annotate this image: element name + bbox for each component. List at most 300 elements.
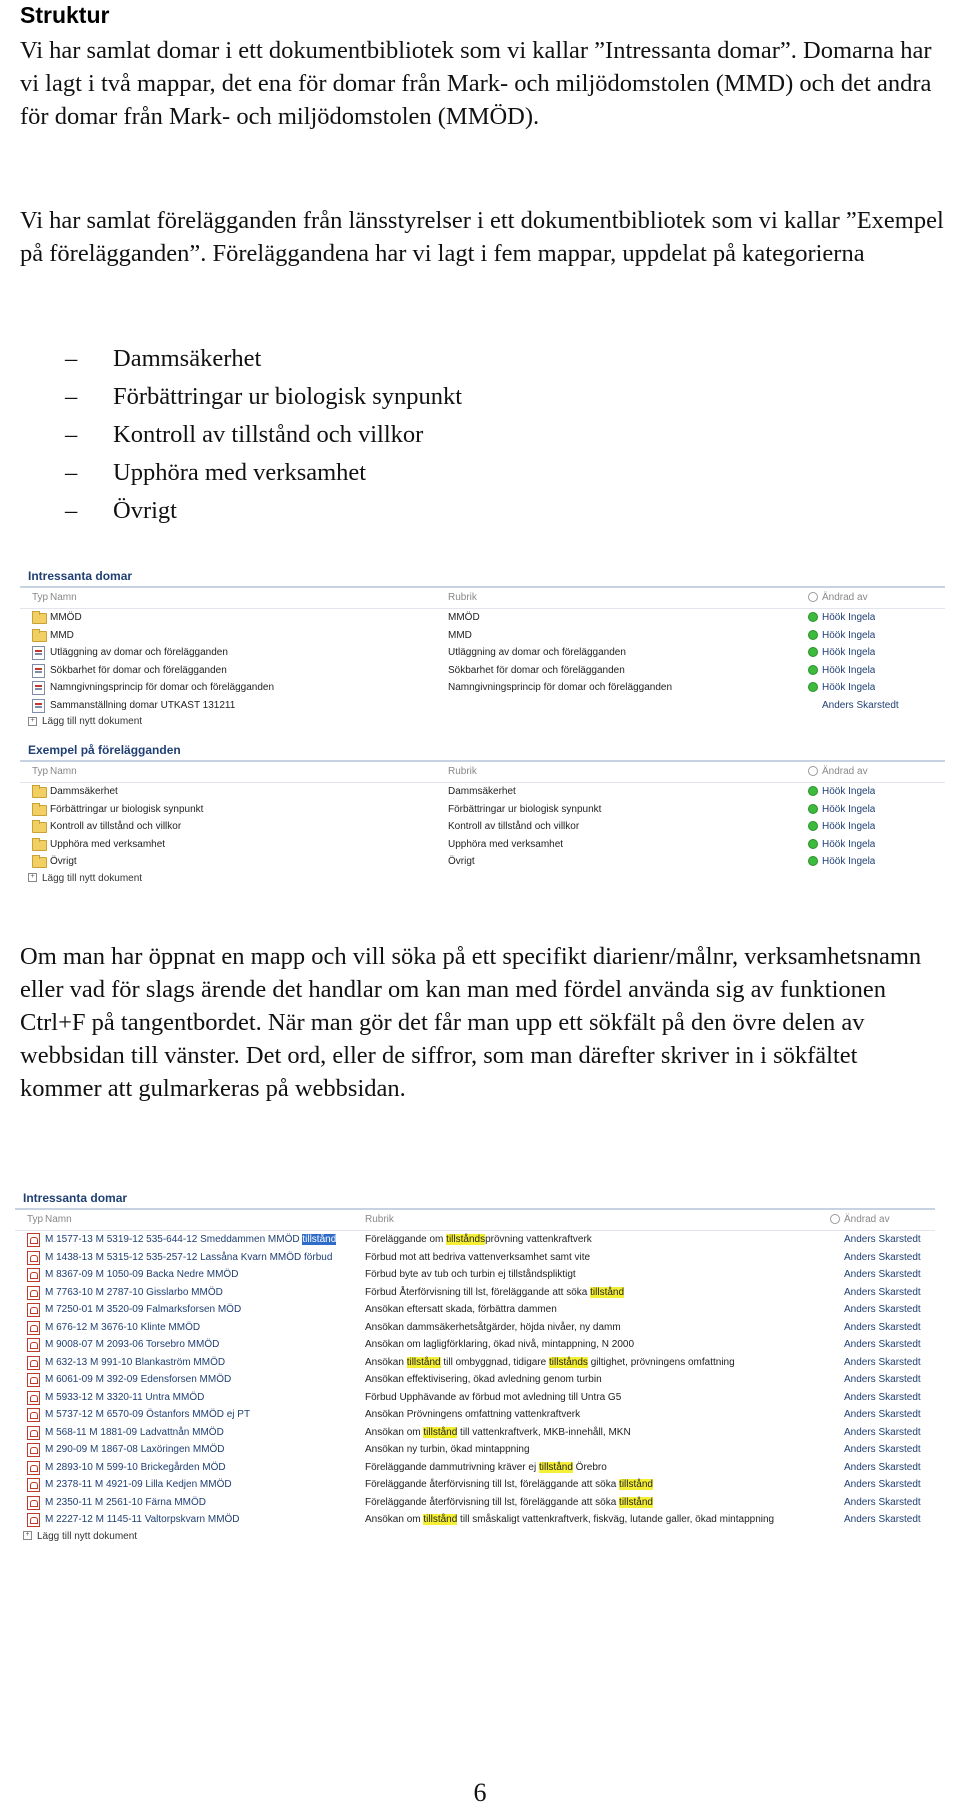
folder-icon bbox=[32, 822, 47, 833]
add-document-label: Lägg till nytt dokument bbox=[42, 872, 143, 884]
col-changed-header[interactable] bbox=[808, 588, 868, 608]
rubrik-text: till ombyggnad, tidigare bbox=[440, 1356, 550, 1368]
row-changed-by[interactable] bbox=[830, 1266, 921, 1284]
list-item-text: Övrigt bbox=[113, 497, 177, 524]
list-dash: – bbox=[65, 497, 78, 524]
changed-by-name[interactable]: Anders Skarstedt bbox=[844, 1234, 921, 1245]
changed-by-name[interactable]: Anders Skarstedt bbox=[844, 1391, 921, 1403]
row-type-cell bbox=[20, 853, 50, 871]
row-changed-by[interactable] bbox=[830, 1354, 921, 1372]
row-name-link[interactable] bbox=[45, 1231, 365, 1249]
table-row[interactable] bbox=[20, 644, 945, 662]
name-text: M 1438-13 M 5315-12 535-257-12 Lassåna Kvarn MMÖD förbud bbox=[45, 1251, 333, 1263]
expand-icon: + bbox=[28, 873, 37, 882]
row-type-cell bbox=[20, 662, 50, 680]
search-highlight: tillstånd bbox=[590, 1286, 625, 1298]
col-changed-header[interactable] bbox=[830, 1210, 890, 1230]
changed-by-name[interactable]: Höök Ingela bbox=[822, 647, 876, 658]
word-document-icon bbox=[32, 681, 45, 695]
rubrik-text: Förbud mot att bedriva vattenverksamhet samt vite bbox=[365, 1251, 591, 1263]
row-type-cell bbox=[15, 1476, 45, 1494]
table-row[interactable] bbox=[15, 1284, 935, 1302]
table-row[interactable] bbox=[20, 697, 945, 715]
row-name-link[interactable] bbox=[45, 1336, 365, 1354]
search-highlight: tillstånd bbox=[406, 1356, 441, 1368]
rubrik-text: Ansökan eftersatt skada, förbättra dammen bbox=[365, 1304, 557, 1315]
changed-by-name[interactable]: Höök Ingela bbox=[822, 856, 876, 867]
row-type-cell bbox=[15, 1319, 45, 1337]
rubrik-text: Ansökan ny turbin, ökad mintappning bbox=[365, 1444, 530, 1455]
row-changed-by[interactable] bbox=[830, 1231, 921, 1249]
expand-icon: + bbox=[23, 1531, 32, 1540]
row-name-link[interactable]: Utläggning av domar och förelägganden bbox=[50, 647, 228, 658]
word-document-icon bbox=[32, 646, 45, 660]
list-dash: – bbox=[65, 383, 78, 410]
pdf-icon bbox=[27, 1408, 40, 1422]
list-dash: – bbox=[65, 345, 78, 372]
row-name-link[interactable]: Kontroll av tillstånd och villkor bbox=[50, 821, 182, 832]
row-name-link[interactable] bbox=[45, 1284, 365, 1302]
folder-icon bbox=[32, 631, 47, 642]
table-row[interactable] bbox=[15, 1459, 935, 1477]
name-text: M 2893-10 M 599-10 Brickegården MÖD bbox=[45, 1461, 226, 1473]
row-type-cell bbox=[15, 1494, 45, 1512]
row-changed-by[interactable] bbox=[808, 836, 875, 854]
row-type-cell bbox=[15, 1336, 45, 1354]
word-document-icon bbox=[32, 699, 45, 713]
search-selection: tillstånd bbox=[302, 1234, 337, 1245]
changed-by-name[interactable]: Anders Skarstedt bbox=[844, 1356, 921, 1368]
rubrik-text: Ansökan Prövningens omfattning vattenkraftverk bbox=[365, 1409, 581, 1420]
name-text: M 676-12 M 3676-10 Klinte MMÖD bbox=[45, 1321, 201, 1333]
row-changed-by[interactable] bbox=[830, 1406, 921, 1424]
row-rubrik bbox=[365, 1406, 830, 1424]
row-rubrik bbox=[365, 1319, 830, 1337]
row-name-link[interactable]: Sökbarhet för domar och förelägganden bbox=[50, 664, 227, 676]
row-type-cell bbox=[15, 1249, 45, 1267]
row-name-link[interactable] bbox=[45, 1459, 365, 1477]
table-row[interactable] bbox=[15, 1494, 935, 1512]
changed-by-name[interactable]: Anders Skarstedt bbox=[844, 1304, 921, 1315]
row-rubrik bbox=[365, 1476, 830, 1494]
col-name-header[interactable]: Namn bbox=[45, 1214, 72, 1225]
row-rubrik: Namngivningsprincip för domar och förelägganden bbox=[448, 682, 673, 693]
pdf-icon bbox=[27, 1233, 40, 1247]
row-rubrik bbox=[365, 1266, 830, 1284]
table-row[interactable] bbox=[15, 1371, 935, 1389]
add-document-link[interactable] bbox=[20, 714, 945, 730]
folder-icon bbox=[32, 613, 47, 624]
row-rubrik bbox=[365, 1441, 830, 1459]
pdf-icon bbox=[27, 1496, 40, 1510]
table-row[interactable] bbox=[15, 1354, 935, 1372]
row-rubrik bbox=[365, 1336, 830, 1354]
name-text: M 7250-01 M 3520-09 Falmarksforsen MÖD bbox=[45, 1304, 242, 1315]
rubrik-text: Ansökan om lagligförklaring, ökad nivå, mintappning, N 2000 bbox=[365, 1339, 635, 1350]
table-row[interactable] bbox=[15, 1441, 935, 1459]
changed-by-name[interactable]: Höök Ingela bbox=[822, 803, 876, 815]
rubrik-text: Förbud Återförvisning till lst, föreläggande att söka bbox=[365, 1286, 591, 1298]
changed-by-name[interactable]: Höök Ingela bbox=[822, 682, 876, 693]
row-changed-by[interactable] bbox=[830, 1301, 921, 1319]
row-changed-by[interactable] bbox=[830, 1371, 921, 1389]
pdf-icon bbox=[27, 1338, 40, 1352]
row-name-link[interactable]: Förbättringar ur biologisk synpunkt bbox=[50, 803, 204, 815]
row-type-cell bbox=[15, 1389, 45, 1407]
add-document-label: Lägg till nytt dokument bbox=[42, 716, 143, 727]
page-number: 6 bbox=[473, 1778, 487, 1807]
row-changed-by[interactable] bbox=[830, 1336, 921, 1354]
changed-by-name[interactable]: Höök Ingela bbox=[822, 664, 876, 676]
col-name-header[interactable]: Namn bbox=[50, 592, 77, 603]
row-rubrik bbox=[365, 1354, 830, 1372]
changed-by-name[interactable]: Anders Skarstedt bbox=[844, 1496, 921, 1508]
rubrik-text: Ansökan bbox=[365, 1356, 407, 1368]
row-changed-by[interactable] bbox=[830, 1494, 921, 1512]
rubrik-text: Föreläggande återförvisning till lst, föreläggande att söka bbox=[365, 1479, 620, 1490]
changed-by-name[interactable]: Anders Skarstedt bbox=[844, 1251, 921, 1263]
changed-by-name[interactable]: Höök Ingela bbox=[822, 786, 876, 797]
search-highlight: tillstånd bbox=[538, 1461, 573, 1473]
row-rubrik bbox=[448, 697, 808, 715]
table-row[interactable] bbox=[15, 1336, 935, 1354]
row-name-link[interactable]: MMÖD bbox=[50, 612, 82, 623]
pdf-icon bbox=[27, 1303, 40, 1317]
presence-header-icon bbox=[808, 592, 818, 602]
table-row[interactable] bbox=[20, 783, 945, 801]
row-type-cell bbox=[15, 1354, 45, 1372]
library-screenshot-1 bbox=[20, 566, 945, 886]
pdf-icon bbox=[27, 1513, 40, 1527]
row-name-link[interactable]: Övrigt bbox=[50, 856, 77, 867]
name-text: M 2378-11 M 4921-09 Lilla Kedjen MMÖD bbox=[45, 1479, 232, 1490]
row-rubrik bbox=[365, 1301, 830, 1319]
table-row[interactable] bbox=[15, 1511, 935, 1529]
row-name-link[interactable]: Dammsäkerhet bbox=[50, 786, 118, 797]
section-heading: Struktur bbox=[20, 2, 110, 28]
search-highlight: tillstånd bbox=[423, 1514, 458, 1525]
changed-by-name[interactable]: Anders Skarstedt bbox=[844, 1339, 921, 1350]
row-name-link[interactable] bbox=[45, 1511, 365, 1529]
col-type-header[interactable]: Typ bbox=[32, 766, 49, 777]
presence-header-icon bbox=[830, 1214, 840, 1224]
presence-status-icon bbox=[808, 856, 818, 866]
row-changed-by[interactable] bbox=[830, 1441, 921, 1459]
row-rubrik: Kontroll av tillstånd och villkor bbox=[448, 821, 580, 832]
row-name-link[interactable] bbox=[45, 1319, 365, 1337]
name-text: M 9008-07 M 2093-06 Torsebro MMÖD bbox=[45, 1339, 220, 1350]
changed-by-name[interactable]: Anders Skarstedt bbox=[844, 1321, 921, 1333]
changed-by-name[interactable]: Höök Ingela bbox=[822, 629, 876, 641]
table-row[interactable] bbox=[20, 836, 945, 854]
row-rubrik: MMD bbox=[448, 629, 472, 641]
row-changed-by[interactable] bbox=[808, 644, 875, 662]
presence-status-icon bbox=[808, 647, 818, 657]
pdf-icon bbox=[27, 1286, 40, 1300]
row-type-cell bbox=[15, 1231, 45, 1249]
presence-header-icon bbox=[808, 766, 818, 776]
row-name-link[interactable]: Sammanställning domar UTKAST 131211 bbox=[50, 699, 236, 711]
row-name-link[interactable] bbox=[45, 1389, 365, 1407]
table-row[interactable] bbox=[20, 818, 945, 836]
row-changed-by[interactable] bbox=[808, 627, 875, 645]
row-changed-by[interactable] bbox=[808, 609, 875, 627]
table-row[interactable] bbox=[15, 1424, 935, 1442]
folder-icon bbox=[32, 805, 47, 816]
col-type-header[interactable]: Typ bbox=[27, 1214, 44, 1225]
row-type-cell bbox=[20, 818, 50, 836]
row-changed-by[interactable] bbox=[830, 1424, 921, 1442]
table-row[interactable] bbox=[20, 853, 945, 871]
name-text: M 568-11 M 1881-09 Ladvattnån MMÖD bbox=[45, 1426, 224, 1438]
library-rows bbox=[20, 609, 945, 714]
row-name-link[interactable] bbox=[45, 1406, 365, 1424]
col-rubrik-header[interactable]: Rubrik bbox=[365, 1214, 394, 1225]
row-rubrik bbox=[365, 1494, 830, 1512]
add-document-label: Lägg till nytt dokument bbox=[37, 1530, 138, 1542]
row-changed-by[interactable] bbox=[808, 818, 875, 836]
rubrik-text: giltighet, prövningens omfattning bbox=[587, 1356, 735, 1368]
row-name-link[interactable]: MMD bbox=[50, 629, 74, 641]
row-type-cell bbox=[20, 697, 50, 715]
row-rubrik: Dammsäkerhet bbox=[448, 786, 516, 797]
row-name-link[interactable] bbox=[45, 1301, 365, 1319]
row-name-link[interactable] bbox=[45, 1424, 365, 1442]
row-type-cell bbox=[20, 609, 50, 627]
row-type-cell bbox=[20, 783, 50, 801]
search-highlight: tillstånd bbox=[619, 1496, 653, 1508]
row-rubrik: Upphöra med verksamhet bbox=[448, 838, 564, 850]
table-row[interactable] bbox=[15, 1266, 935, 1284]
table-row[interactable] bbox=[15, 1476, 935, 1494]
search-highlight: tillstånds bbox=[549, 1356, 588, 1368]
list-item-text: Upphöra med verksamhet bbox=[113, 459, 367, 486]
pdf-icon bbox=[27, 1268, 40, 1282]
row-rubrik: Övrigt bbox=[448, 856, 475, 867]
table-row[interactable] bbox=[20, 609, 945, 627]
list-dash: – bbox=[65, 421, 78, 448]
row-changed-by[interactable] bbox=[808, 783, 875, 801]
changed-by-name[interactable]: Anders Skarstedt bbox=[844, 1286, 921, 1298]
name-text: M 1577-13 M 5319-12 535-644-12 Smeddammen MMÖD bbox=[45, 1234, 303, 1245]
list-item-text: Dammsäkerhet bbox=[113, 345, 262, 372]
row-changed-by[interactable] bbox=[830, 1319, 921, 1337]
changed-by-name[interactable]: Höök Ingela bbox=[822, 612, 876, 623]
list-item-text: Förbättringar ur biologisk synpunkt bbox=[113, 383, 463, 410]
col-name-header[interactable]: Namn bbox=[50, 766, 77, 777]
row-name-link[interactable] bbox=[45, 1441, 365, 1459]
row-changed-by[interactable] bbox=[830, 1249, 921, 1267]
row-changed-by[interactable] bbox=[830, 1284, 921, 1302]
row-rubrik bbox=[365, 1511, 830, 1529]
table-row[interactable] bbox=[15, 1389, 935, 1407]
library-rows bbox=[15, 1231, 935, 1529]
library-exempel-forelagganden bbox=[20, 740, 945, 887]
row-type-cell bbox=[15, 1424, 45, 1442]
col-changed-label: Ändrad av bbox=[844, 1214, 890, 1225]
row-name-link[interactable] bbox=[45, 1354, 365, 1372]
row-type-cell bbox=[15, 1301, 45, 1319]
col-changed-label: Ändrad av bbox=[822, 766, 868, 777]
row-name-link[interactable] bbox=[45, 1494, 365, 1512]
row-changed-by[interactable] bbox=[808, 697, 899, 715]
row-changed-by[interactable] bbox=[808, 853, 875, 871]
name-text: M 2350-11 M 2561-10 Färna MMÖD bbox=[45, 1496, 206, 1508]
row-changed-by[interactable] bbox=[830, 1389, 921, 1407]
intro-paragraph: Vi har samlat domar i ett dokumentbibliotek som vi kallar ”Intressanta domar”. Domarna har vi lagt i två mappar, det ena för domar från Mark- och miljödomstolen (MMD) och det andra för domar från Mark- och miljödomstolen (MMÖD). bbox=[20, 37, 932, 130]
rubrik-text: Ansökan om bbox=[365, 1514, 424, 1525]
pdf-icon bbox=[27, 1373, 40, 1387]
name-text: M 632-13 M 991-10 Blankaström MMÖD bbox=[45, 1356, 226, 1368]
table-row[interactable] bbox=[20, 801, 945, 819]
row-type-cell bbox=[15, 1266, 45, 1284]
presence-status-icon bbox=[808, 839, 818, 849]
search-highlight: tillstånd bbox=[423, 1426, 458, 1438]
second-paragraph: Vi har samlat förelägganden från länsstyrelser i ett dokumentbibliotek som vi kallar ”Exempel på förelägganden”. Föreläggandena har vi lagt i fem mappar, uppdelat på kategorierna bbox=[20, 207, 944, 267]
library-rows bbox=[20, 783, 945, 871]
row-name-link[interactable] bbox=[45, 1371, 365, 1389]
row-changed-by[interactable] bbox=[830, 1476, 921, 1494]
folder-icon bbox=[32, 787, 47, 798]
rubrik-text: Ansökan effektivisering, ökad avledning genom turbin bbox=[365, 1374, 602, 1385]
table-row[interactable] bbox=[15, 1319, 935, 1337]
row-changed-by[interactable] bbox=[808, 662, 875, 680]
row-rubrik bbox=[365, 1371, 830, 1389]
pdf-icon bbox=[27, 1443, 40, 1457]
pdf-icon bbox=[27, 1426, 40, 1440]
search-highlight: tillstånds bbox=[446, 1234, 486, 1245]
table-row[interactable] bbox=[15, 1249, 935, 1267]
col-changed-label: Ändrad av bbox=[822, 592, 868, 603]
row-type-cell bbox=[20, 836, 50, 854]
changed-by-name[interactable]: Anders Skarstedt bbox=[844, 1514, 921, 1525]
col-rubrik-header[interactable]: Rubrik bbox=[448, 592, 477, 603]
changed-by-name[interactable]: Anders Skarstedt bbox=[844, 1479, 921, 1490]
word-document-icon bbox=[32, 664, 45, 678]
table-row[interactable] bbox=[15, 1231, 935, 1249]
name-text: M 5933-12 M 3320-11 Untra MMÖD bbox=[45, 1391, 205, 1403]
col-type-header[interactable]: Typ bbox=[32, 592, 49, 603]
row-name-link[interactable]: Upphöra med verksamhet bbox=[50, 838, 166, 850]
row-rubrik: MMÖD bbox=[448, 612, 480, 623]
rubrik-text: Förbud Upphävande av förbud mot avledning till Untra G5 bbox=[365, 1391, 622, 1403]
changed-by-name[interactable]: Höök Ingela bbox=[822, 821, 876, 832]
changed-by-name[interactable]: Anders Skarstedt bbox=[822, 699, 899, 711]
changed-by-name[interactable]: Anders Skarstedt bbox=[844, 1426, 921, 1438]
row-name-link[interactable] bbox=[45, 1266, 365, 1284]
pdf-icon bbox=[27, 1461, 40, 1475]
table-row[interactable] bbox=[15, 1301, 935, 1319]
rubrik-text: prövning vattenkraftverk bbox=[485, 1234, 592, 1245]
changed-by-name[interactable]: Anders Skarstedt bbox=[844, 1269, 921, 1280]
row-rubrik: Förbättringar ur biologisk synpunkt bbox=[448, 803, 602, 815]
row-type-cell bbox=[15, 1511, 45, 1529]
row-rubrik bbox=[365, 1459, 830, 1477]
add-document-link[interactable] bbox=[20, 871, 945, 887]
presence-status-icon bbox=[808, 665, 818, 675]
table-row[interactable] bbox=[15, 1406, 935, 1424]
changed-by-name[interactable]: Anders Skarstedt bbox=[844, 1444, 921, 1455]
search-highlight: tillstånd bbox=[619, 1479, 653, 1490]
library-title[interactable]: Intressanta domar bbox=[15, 1188, 935, 1210]
folder-icon bbox=[32, 857, 47, 868]
row-rubrik bbox=[365, 1249, 830, 1267]
column-header-row bbox=[20, 588, 945, 609]
rubrik-text: till småskaligt vattenkraftverk, fiskväg, lutande galler, ökad mintappning bbox=[457, 1514, 775, 1525]
row-rubrik bbox=[365, 1389, 830, 1407]
row-changed-by[interactable] bbox=[808, 679, 875, 697]
row-type-cell bbox=[15, 1441, 45, 1459]
name-text: M 5737-12 M 6570-09 Östanfors MMÖD ej PT bbox=[45, 1409, 251, 1420]
row-type-cell bbox=[15, 1459, 45, 1477]
add-document-link[interactable] bbox=[15, 1529, 935, 1545]
rubrik-text: Föreläggande återförvisning till lst, föreläggande att söka bbox=[365, 1496, 620, 1508]
presence-status-icon bbox=[808, 630, 818, 640]
rubrik-text: Ansökan om bbox=[365, 1426, 424, 1438]
name-text: M 7763-10 M 2787-10 Gisslarbo MMÖD bbox=[45, 1286, 223, 1298]
name-text: M 290-09 M 1867-08 Laxöringen MMÖD bbox=[45, 1444, 225, 1455]
name-text: M 6061-09 M 392-09 Edensforsen MMÖD bbox=[45, 1374, 232, 1385]
changed-by-name[interactable]: Anders Skarstedt bbox=[844, 1461, 921, 1473]
row-rubrik: Sökbarhet för domar och förelägganden bbox=[448, 664, 625, 676]
row-type-cell bbox=[20, 679, 50, 697]
column-header-row bbox=[20, 762, 945, 783]
rubrik-text: Förbud byte av tub och turbin ej tillståndspliktigt bbox=[365, 1269, 576, 1280]
row-changed-by[interactable] bbox=[830, 1511, 921, 1529]
row-name-link[interactable]: Namngivningsprincip för domar och förelägganden bbox=[50, 682, 275, 693]
table-row[interactable] bbox=[20, 662, 945, 680]
name-text: M 8367-09 M 1050-09 Backa Nedre MMÖD bbox=[45, 1269, 239, 1280]
list-item-text: Kontroll av tillstånd och villkor bbox=[113, 421, 424, 448]
changed-by-name[interactable]: Anders Skarstedt bbox=[844, 1409, 921, 1420]
changed-by-name[interactable]: Höök Ingela bbox=[822, 838, 876, 850]
column-header-row bbox=[15, 1210, 935, 1231]
library-intressanta-domar bbox=[20, 566, 945, 730]
rubrik-text: Föreläggande om bbox=[365, 1234, 447, 1245]
pdf-icon bbox=[27, 1478, 40, 1492]
row-name-link[interactable] bbox=[45, 1476, 365, 1494]
presence-status-icon bbox=[808, 786, 818, 796]
library-title[interactable]: Exempel på förelägganden bbox=[20, 740, 945, 762]
row-changed-by[interactable] bbox=[808, 801, 875, 819]
folder-icon bbox=[32, 840, 47, 851]
presence-status-icon bbox=[808, 804, 818, 814]
library-title[interactable]: Intressanta domar bbox=[20, 566, 945, 588]
pdf-icon bbox=[27, 1391, 40, 1405]
row-type-cell bbox=[20, 627, 50, 645]
row-type-cell bbox=[20, 644, 50, 662]
presence-status-icon bbox=[808, 821, 818, 831]
presence-status-icon bbox=[808, 612, 818, 622]
col-changed-header[interactable] bbox=[808, 762, 868, 782]
rubrik-text: till vattenkraftverk, MKB-innehåll, MKN bbox=[457, 1426, 631, 1438]
changed-by-name[interactable]: Anders Skarstedt bbox=[844, 1374, 921, 1385]
ctrl-f-paragraph: Om man har öppnat en mapp och vill söka på ett specifikt diarienr/målnr, verksamhetsnamn eller vad för slags ärende det handlar om kan man med fördel använda sig av funktionen Ctrl+F på tangentbordet. När man gör det får man upp ett sökfält på den övre delen av webbsidan till vänster. Det ord, eller de siffror, som man därefter skriver in i sökfältet kommer att gulmarkeras på webbsidan. bbox=[20, 943, 922, 1102]
table-row[interactable] bbox=[20, 679, 945, 697]
row-rubrik bbox=[365, 1424, 830, 1442]
row-rubrik bbox=[365, 1231, 830, 1249]
col-rubrik-header[interactable]: Rubrik bbox=[448, 766, 477, 777]
row-name-link[interactable] bbox=[45, 1249, 365, 1267]
row-changed-by[interactable] bbox=[830, 1459, 921, 1477]
table-row[interactable] bbox=[20, 627, 945, 645]
row-rubrik bbox=[365, 1284, 830, 1302]
rubrik-text: Ansökan dammsäkerhetsåtgärder, höjda nivåer, ny damm bbox=[365, 1321, 621, 1333]
row-type-cell bbox=[15, 1371, 45, 1389]
row-type-cell bbox=[15, 1406, 45, 1424]
presence-status-icon bbox=[808, 682, 818, 692]
pdf-icon bbox=[27, 1321, 40, 1335]
